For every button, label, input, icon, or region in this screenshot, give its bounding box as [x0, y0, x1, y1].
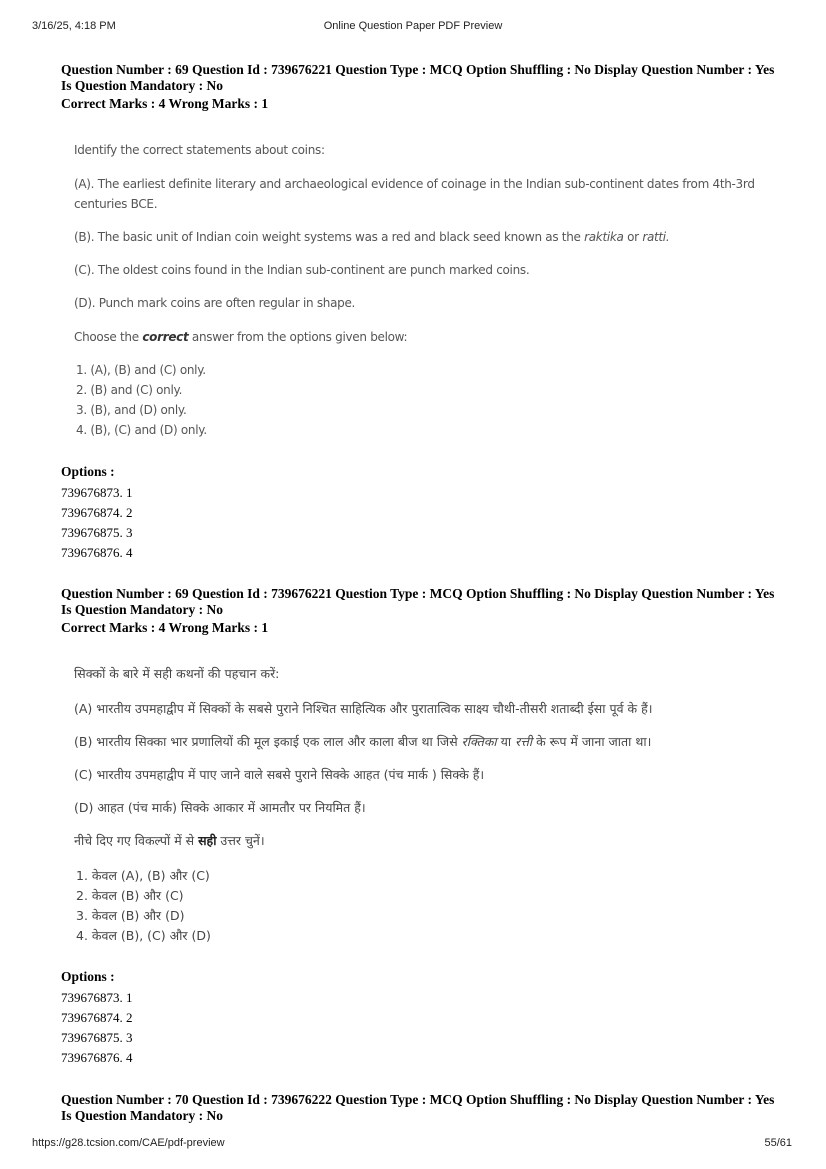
meta-line: Correct Marks : 4 Wrong Marks : 1 — [61, 620, 269, 635]
statement-d: (D) आहत (पंच मार्क) सिक्के आकार में आमतौर पर नियमित हैं। — [74, 800, 366, 815]
choice-item: 3. (B), and (D) only. — [76, 403, 187, 417]
statement-b: (B) भारतीय सिक्का भार प्रणालियों की मूल इकाई एक लाल और काला बीज था जिसे रक्तिका या रत्ती के रूप में जाना जाता था। — [74, 734, 652, 749]
options-label: Options : — [61, 464, 115, 479]
question-meta-1 — [61, 62, 774, 112]
option-item: 739676874. 2 — [61, 505, 133, 520]
meta-line: Question Number : 69 Question Id : 739676221 Question Type : MCQ Option Shuffling : No Display Question Number : Yes — [61, 586, 775, 601]
statement-b: (B). The basic unit of Indian coin weight systems was a red and black seed known as the raktika or ratti. — [74, 230, 670, 244]
statement-c: (C). The oldest coins found in the Indian sub-continent are punch marked coins. — [74, 263, 530, 277]
statement-a: (A) भारतीय उपमहाद्वीप में सिक्कों के सबसे पुराने निश्चित साहित्यिक और पुरातात्विक साक्ष्य चौथी-तीसरी शताब्दी ईसा पूर्व के हैं। — [74, 701, 653, 716]
question-stem: Identify the correct statements about coins: — [74, 143, 325, 157]
option-item: 739676873. 1 — [61, 485, 133, 500]
choice-item: 1. केवल (A), (B) और (C) — [76, 868, 210, 883]
page-url: https://g28.tcsion.com/CAE/pdf-preview — [32, 1137, 225, 1149]
option-item: 739676873. 1 — [61, 990, 133, 1005]
options-label: Options : — [61, 969, 115, 984]
choice-item: 3. केवल (B) और (D) — [76, 908, 185, 923]
question-meta-2 — [61, 586, 774, 636]
option-item: 739676874. 2 — [61, 1010, 133, 1025]
statement-c: (C) भारतीय उपमहाद्वीप में पाए जाने वाले सबसे पुराने सिक्के आहत (पंच मार्क ) सिक्के हैं। — [74, 767, 485, 782]
choice-item: 2. (B) and (C) only. — [76, 383, 183, 397]
option-item: 739676876. 4 — [61, 1050, 133, 1065]
meta-line: Question Number : 69 Question Id : 739676221 Question Type : MCQ Option Shuffling : No Display Question Number : Yes — [61, 62, 775, 77]
choose-instruction: नीचे दिए गए विकल्पों में से सही उत्तर चुनें। — [74, 833, 265, 848]
page-number: 55/61 — [764, 1137, 792, 1149]
choice-item: 4. (B), (C) and (D) only. — [76, 423, 207, 437]
option-item: 739676875. 3 — [61, 1030, 133, 1045]
options-list-2 — [61, 969, 133, 1065]
print-title: Online Question Paper PDF Preview — [323, 20, 503, 32]
choice-item: 2. केवल (B) और (C) — [76, 888, 184, 903]
choice-item: 1. (A), (B) and (C) only. — [76, 363, 206, 377]
option-item: 739676876. 4 — [61, 545, 133, 560]
statement-d: (D). Punch mark coins are often regular in shape. — [74, 296, 356, 310]
meta-line: Is Question Mandatory : No — [61, 602, 224, 617]
statement-a: (A). The earliest definite literary and archaeological evidence of coinage in the Indian sub-continent dates from 4th-3rd centuries BCE. — [74, 177, 755, 211]
option-item: 739676875. 3 — [61, 525, 133, 540]
print-datetime: 3/16/25, 4:18 PM — [32, 20, 116, 32]
meta-line: Correct Marks : 4 Wrong Marks : 1 — [61, 96, 269, 111]
options-list-1 — [61, 464, 133, 560]
meta-line: Is Question Mandatory : No — [61, 1108, 224, 1123]
meta-line: Is Question Mandatory : No — [61, 78, 224, 93]
choice-item: 4. केवल (B), (C) और (D) — [76, 928, 211, 943]
question-meta-3 — [61, 1092, 774, 1124]
choose-instruction: Choose the correct answer from the options given below: — [74, 330, 408, 344]
question-stem: सिक्कों के बारे में सही कथनों की पहचान करें: — [74, 666, 280, 681]
meta-line: Question Number : 70 Question Id : 739676222 Question Type : MCQ Option Shuffling : No Display Question Number : Yes — [61, 1092, 775, 1107]
